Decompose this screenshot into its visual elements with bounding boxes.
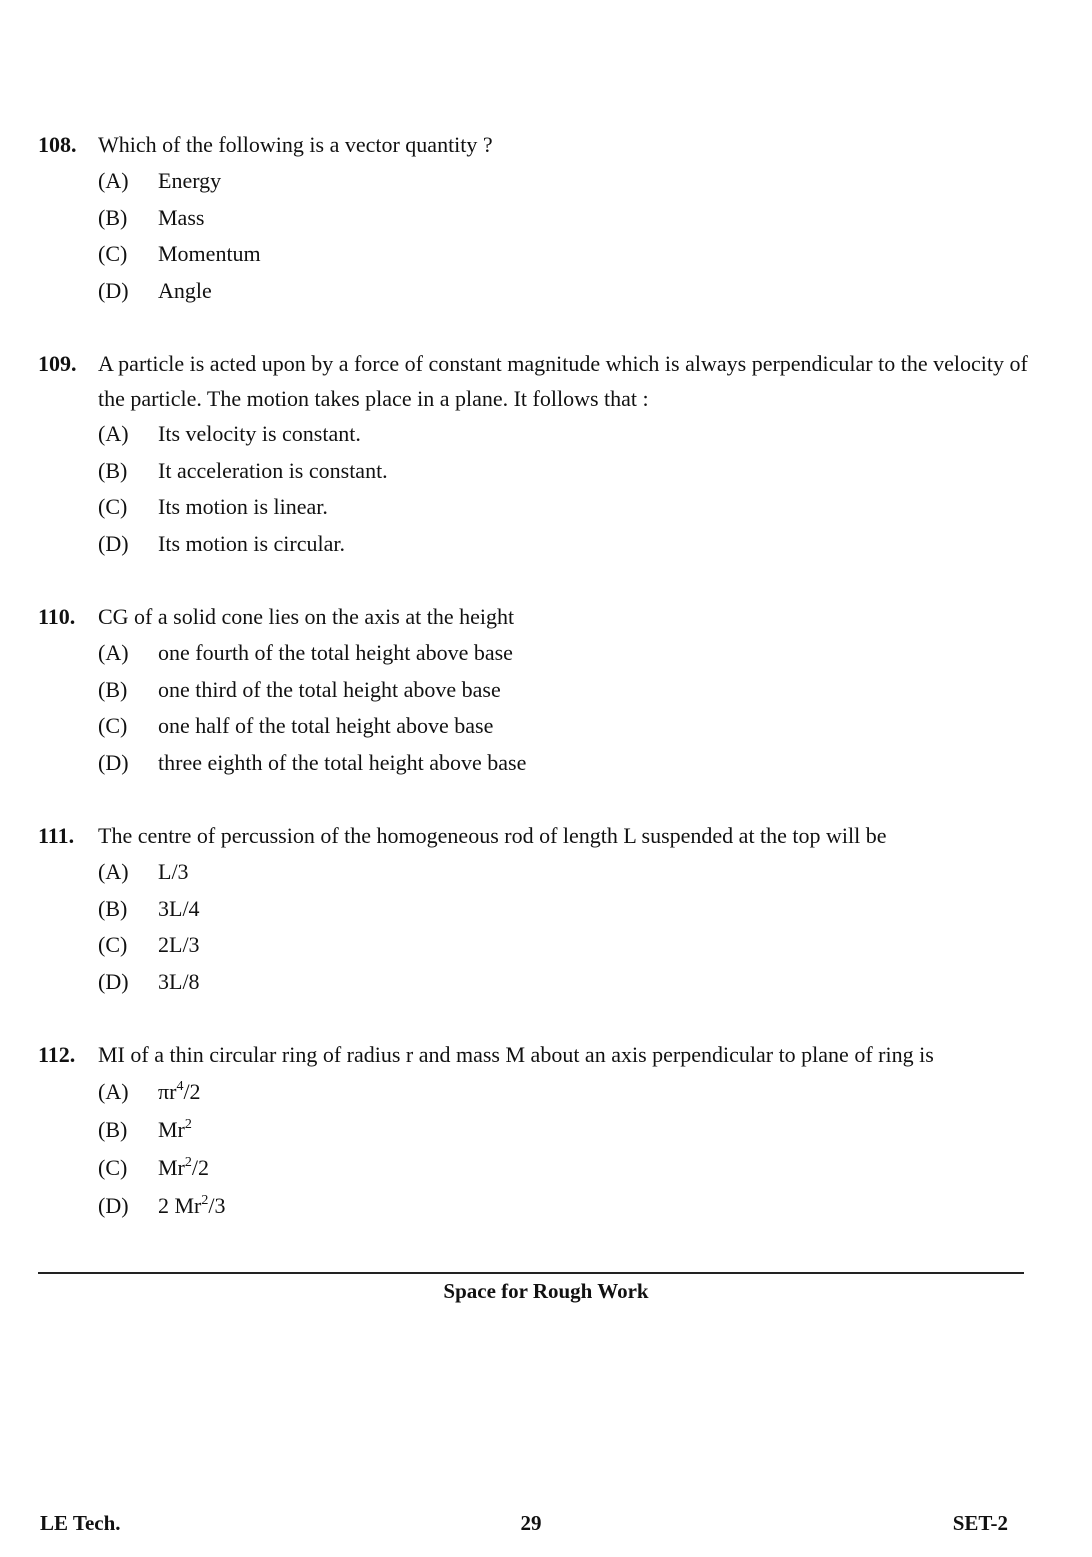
option-b <box>98 672 1028 709</box>
option-text: Momentum <box>158 241 261 267</box>
option-text: one third of the total height above base <box>158 676 501 702</box>
option-c <box>98 489 1028 526</box>
option-label: (A) <box>98 640 129 666</box>
option-label: (D) <box>98 968 129 994</box>
option-d <box>98 526 1028 563</box>
option-d <box>98 1187 1028 1225</box>
option-text: Mass <box>158 204 205 230</box>
option-text: 3L/8 <box>158 968 200 994</box>
footer-exam-name: LE Tech. <box>40 1511 121 1535</box>
option-a <box>98 416 1028 453</box>
question-number: 111. <box>38 823 75 848</box>
question-text: A particle is acted upon by a force of constant magnitude which is always perpendicular to the velocity of the particle. The motion takes place in a plane. It follows that : <box>98 351 1028 411</box>
option-c <box>98 927 1028 964</box>
divider-line <box>38 1272 1024 1274</box>
formula-tail: /2 <box>191 1155 210 1180</box>
option-text: Energy <box>158 168 222 194</box>
question-112 <box>38 1037 1028 1225</box>
footer-page-number: 29 <box>520 1511 542 1535</box>
option-label: (D) <box>98 1193 129 1218</box>
option-a <box>98 635 1028 672</box>
option-text: one half of the total height above base <box>158 713 494 739</box>
option-label: (C) <box>98 713 128 739</box>
option-a <box>98 163 1028 200</box>
formula-tail: /3 <box>208 1193 226 1218</box>
question-text: CG of a solid cone lies on the axis at the height <box>98 604 515 629</box>
option-formula <box>158 1150 209 1186</box>
formula-base: Mr <box>158 1117 185 1142</box>
question-text: Which of the following is a vector quantity ? <box>98 132 493 157</box>
question-text: MI of a thin circular ring of radius r and mass M about an axis perpendicular to plane of ring is <box>98 1042 934 1067</box>
option-label: (D) <box>98 530 129 556</box>
option-d <box>98 745 1028 782</box>
formula-exponent: 4 <box>176 1079 184 1094</box>
formula-exponent: 2 <box>184 1155 192 1170</box>
option-label: (D) <box>98 277 129 303</box>
option-label: (B) <box>98 204 128 230</box>
formula-base: πr <box>158 1079 177 1104</box>
question-text: The centre of percussion of the homogeneous rod of length L suspended at the top will be <box>98 823 887 848</box>
option-formula <box>158 1112 192 1148</box>
question-108 <box>38 127 1028 309</box>
option-text: Angle <box>158 277 212 303</box>
question-number: 109. <box>38 351 77 376</box>
option-c <box>98 1149 1028 1187</box>
formula-exponent: 2 <box>184 1117 192 1132</box>
option-formula <box>158 1188 226 1224</box>
option-text: 3L/4 <box>158 895 200 921</box>
option-a <box>98 854 1028 891</box>
formula-base: Mr <box>158 1155 185 1180</box>
option-d <box>98 273 1028 310</box>
option-label: (C) <box>98 241 128 267</box>
option-text: Its motion is circular. <box>158 530 345 556</box>
option-b <box>98 200 1028 237</box>
formula-exponent: 2 <box>201 1193 209 1208</box>
option-formula <box>158 1074 201 1110</box>
option-text: Its velocity is constant. <box>158 421 361 447</box>
option-b <box>98 453 1028 490</box>
option-label: (D) <box>98 749 129 775</box>
option-label: (A) <box>98 168 129 194</box>
option-label: (C) <box>98 494 128 520</box>
question-number: 112. <box>38 1042 76 1067</box>
rough-work-label: Space for Rough Work <box>443 1279 649 1303</box>
question-number: 108. <box>38 132 77 157</box>
footer-set-code: SET-2 <box>952 1511 1008 1535</box>
option-text: one fourth of the total height above base <box>158 640 513 666</box>
option-label: (A) <box>98 859 129 885</box>
option-c <box>98 708 1028 745</box>
option-text: 2L/3 <box>158 932 200 958</box>
question-number: 110. <box>38 604 76 629</box>
option-label: (B) <box>98 895 128 921</box>
option-label: (B) <box>98 1117 128 1142</box>
option-label: (A) <box>98 421 129 447</box>
option-b <box>98 891 1028 928</box>
option-text: three eighth of the total height above base <box>158 749 527 775</box>
option-a <box>98 1073 1028 1111</box>
option-label: (C) <box>98 932 128 958</box>
formula-tail: /2 <box>183 1079 201 1104</box>
option-text: It acceleration is constant. <box>158 457 388 483</box>
option-text: Its motion is linear. <box>158 494 328 520</box>
option-d <box>98 964 1028 1001</box>
option-text: L/3 <box>158 859 189 885</box>
option-label: (A) <box>98 1079 129 1104</box>
option-b <box>98 1111 1028 1149</box>
option-label: (C) <box>98 1155 128 1180</box>
question-111 <box>38 818 1028 1000</box>
option-label: (B) <box>98 676 128 702</box>
question-110 <box>38 599 1028 781</box>
option-c <box>98 236 1028 273</box>
formula-base: 2 Mr <box>158 1193 202 1218</box>
question-109 <box>38 346 1028 562</box>
option-label: (B) <box>98 457 128 483</box>
